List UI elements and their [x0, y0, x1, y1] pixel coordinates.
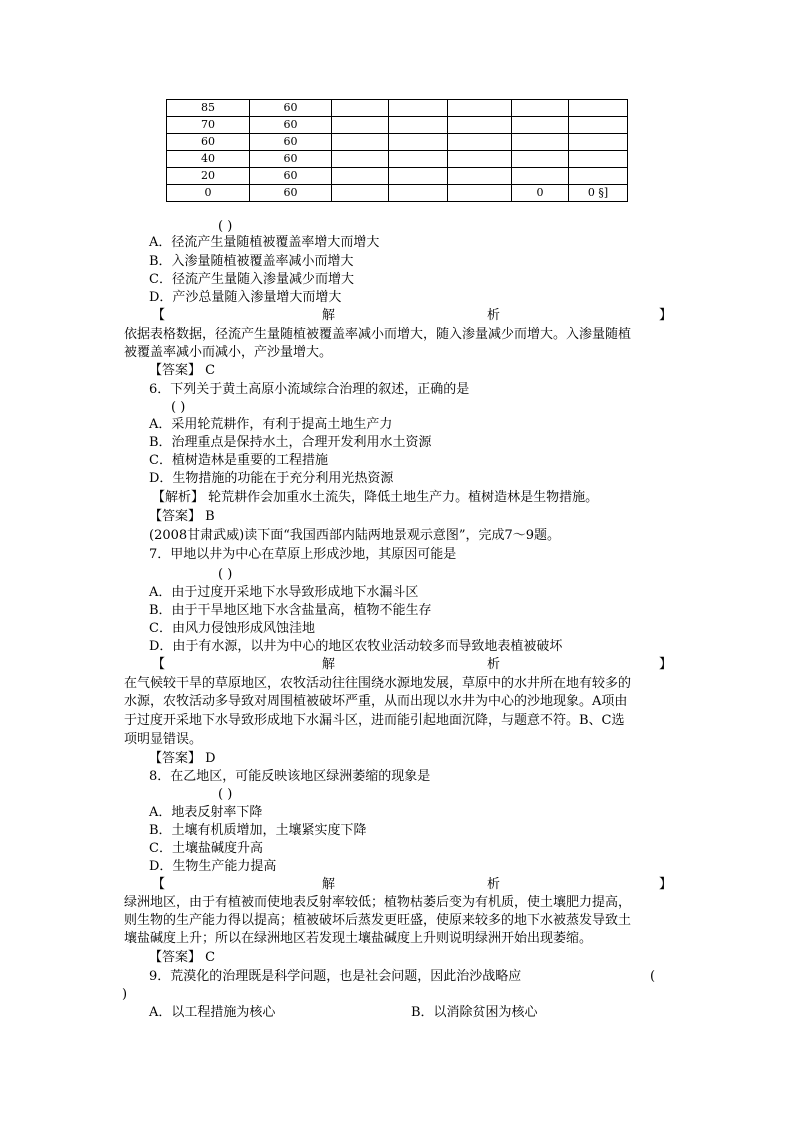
table-cell	[332, 134, 389, 151]
table-cell	[569, 117, 628, 134]
option-a: A．以工程措施为核心	[149, 1005, 276, 1020]
table-cell	[512, 100, 569, 117]
table-row	[167, 100, 628, 117]
analysis-bracket-close: 】	[658, 308, 672, 323]
option-c: C．由风力侵蚀形成风蚀洼地	[149, 621, 315, 636]
option-b: B．以消除贫困为核心	[411, 1005, 538, 1020]
analysis-text: 水源，农牧活动多导致对周围植被破坏严重，从而出现以水井为中心的沙地现象。A项由	[124, 694, 628, 709]
answer-bracket: ( )	[171, 400, 186, 415]
analysis-char-1: 解	[322, 308, 336, 323]
analysis-text: 绿洲地区，由于有植被而使地表反射率较低；植物枯萎后变为有机质，使土壤肥力提高，	[124, 895, 632, 910]
answer-bracket-open: (	[650, 969, 656, 984]
analysis-char-2: 析	[487, 657, 501, 672]
table-cell	[389, 151, 448, 168]
table-row	[167, 168, 628, 185]
option-a: A．由于过度开采地下水导致形成地下水漏斗区	[149, 585, 419, 600]
option-b: B．由于干旱地区地下水含盐量高，植物不能生存	[149, 603, 432, 618]
table-cell	[332, 185, 389, 202]
question-stem: 7．甲地以井为中心在草原上形成沙地，其原因可能是	[149, 547, 457, 562]
table-cell	[389, 100, 448, 117]
question-stem: 6．下列关于黄土高原小流域综合治理的叙述，正确的是	[149, 382, 470, 397]
answer-line: 【答案】 C	[149, 363, 216, 378]
analysis-bracket-open: 【	[152, 308, 166, 323]
table-cell: 40	[167, 151, 250, 168]
table-cell	[448, 185, 512, 202]
table-cell: 60	[167, 134, 250, 151]
table-cell	[332, 117, 389, 134]
analysis-text: 被覆盖率减小而减小，产沙量增大。	[124, 345, 333, 360]
runoff-data-table	[166, 99, 628, 202]
analysis-bracket-close: 】	[658, 877, 672, 892]
question-group-intro: (2008甘肃武威)读下面“我国西部内陆两地景观示意图”，完成7～9题。	[149, 528, 561, 543]
table-cell: 70	[167, 117, 250, 134]
option-a: A．采用轮荒耕作，有利于提高土地生产力	[149, 417, 393, 432]
table-cell	[448, 168, 512, 185]
table-cell	[448, 117, 512, 134]
option-b: B．土壤有机质增加，土壤紧实度下降	[149, 823, 367, 838]
table-cell: 85	[167, 100, 250, 117]
table-cell	[569, 168, 628, 185]
table-cell	[389, 168, 448, 185]
answer-bracket-close: )	[122, 987, 128, 1002]
table-cell	[512, 168, 569, 185]
table-cell	[332, 151, 389, 168]
table-cell	[389, 185, 448, 202]
option-c: C．植树造林是重要的工程措施	[149, 453, 328, 468]
option-d: D．产沙总量随入渗量增大而增大	[149, 290, 342, 305]
table-cell	[389, 134, 448, 151]
table-cell	[569, 151, 628, 168]
table-row	[167, 117, 628, 134]
analysis-char-1: 解	[322, 877, 336, 892]
table-row	[167, 151, 628, 168]
answer-bracket: ( )	[218, 567, 233, 582]
analysis-text: 于过度开采地下水导致形成地下水漏斗区，进而能引起地面沉降，与题意不符。B、C选	[124, 713, 625, 728]
option-d: D．生物生产能力提高	[149, 859, 277, 874]
analysis-char-2: 析	[487, 308, 501, 323]
table-cell	[569, 100, 628, 117]
answer-bracket: ( )	[218, 787, 233, 802]
analysis-text: 则生物的生产能力得以提高；植被破坏后蒸发更旺盛，使原来较多的地下水被蒸发导致土	[124, 913, 632, 928]
option-c: C．土壤盐碱度升高	[149, 841, 263, 856]
option-c: C．径流产生量随入渗量减少而增大	[149, 272, 354, 287]
table-cell: 0 §]	[569, 185, 628, 202]
option-a: A．径流产生量随植被覆盖率增大而增大	[149, 235, 380, 250]
table-cell	[512, 117, 569, 134]
option-d: D．由于有水源，以井为中心的地区农牧业活动较多而导致地表植被破坏	[149, 639, 563, 654]
table-cell	[448, 151, 512, 168]
table-cell	[448, 100, 512, 117]
table-cell: 60	[250, 117, 332, 134]
table-cell: 0	[167, 185, 250, 202]
option-b: B．入渗量随植被覆盖率减小而增大	[149, 254, 354, 269]
analysis-bracket-close: 】	[658, 657, 672, 672]
table-cell	[389, 117, 448, 134]
analysis-text: 壤盐碱度上升；所以在绿洲地区若发现土壤盐碱度上升则说明绿洲开始出现萎缩。	[124, 931, 593, 946]
option-b: B．治理重点是保持水土，合理开发利用水土资源	[149, 435, 432, 450]
answer-line: 【答案】 C	[149, 950, 216, 965]
table-cell	[332, 100, 389, 117]
analysis-bracket-open: 【	[152, 657, 166, 672]
table-cell	[448, 134, 512, 151]
analysis-char-2: 析	[487, 877, 501, 892]
option-a: A．地表反射率下降	[149, 805, 263, 820]
option-d: D．生物措施的功能在于充分利用光热资源	[149, 471, 394, 486]
table-cell: 60	[250, 185, 332, 202]
table-cell	[512, 134, 569, 151]
table-row	[167, 185, 628, 202]
table-cell	[512, 151, 569, 168]
question-stem: 9．荒漠化的治理既是科学问题，也是社会问题，因此治沙战略应	[149, 969, 522, 984]
answer-bracket: ( )	[218, 219, 233, 234]
analysis-bracket-open: 【	[152, 877, 166, 892]
table-cell	[332, 168, 389, 185]
question-stem: 8．在乙地区，可能反映该地区绿洲萎缩的现象是	[149, 769, 431, 784]
table-cell: 60	[250, 134, 332, 151]
analysis-char-1: 解	[322, 657, 336, 672]
table-cell	[569, 134, 628, 151]
answer-line: 【答案】 B	[149, 509, 215, 524]
table-cell: 20	[167, 168, 250, 185]
table-cell: 0	[512, 185, 569, 202]
answer-line: 【答案】 D	[149, 751, 216, 766]
analysis-text: 在气候较干旱的草原地区，农牧活动往往围绕水源地发展，草原中的水井所在地有较多的	[124, 676, 632, 691]
table-row	[167, 134, 628, 151]
table-cell: 60	[250, 151, 332, 168]
table-cell: 60	[250, 168, 332, 185]
analysis-text: 【解析】 轮荒耕作会加重水土流失，降低土地生产力。植树造林是生物措施。	[152, 490, 599, 505]
analysis-text: 依据表格数据，径流产生量随植被覆盖率减小而增大，随入渗量减少而增大。入渗量随植	[124, 327, 632, 342]
analysis-text: 项明显错误。	[124, 732, 203, 747]
table-cell: 60	[250, 100, 332, 117]
